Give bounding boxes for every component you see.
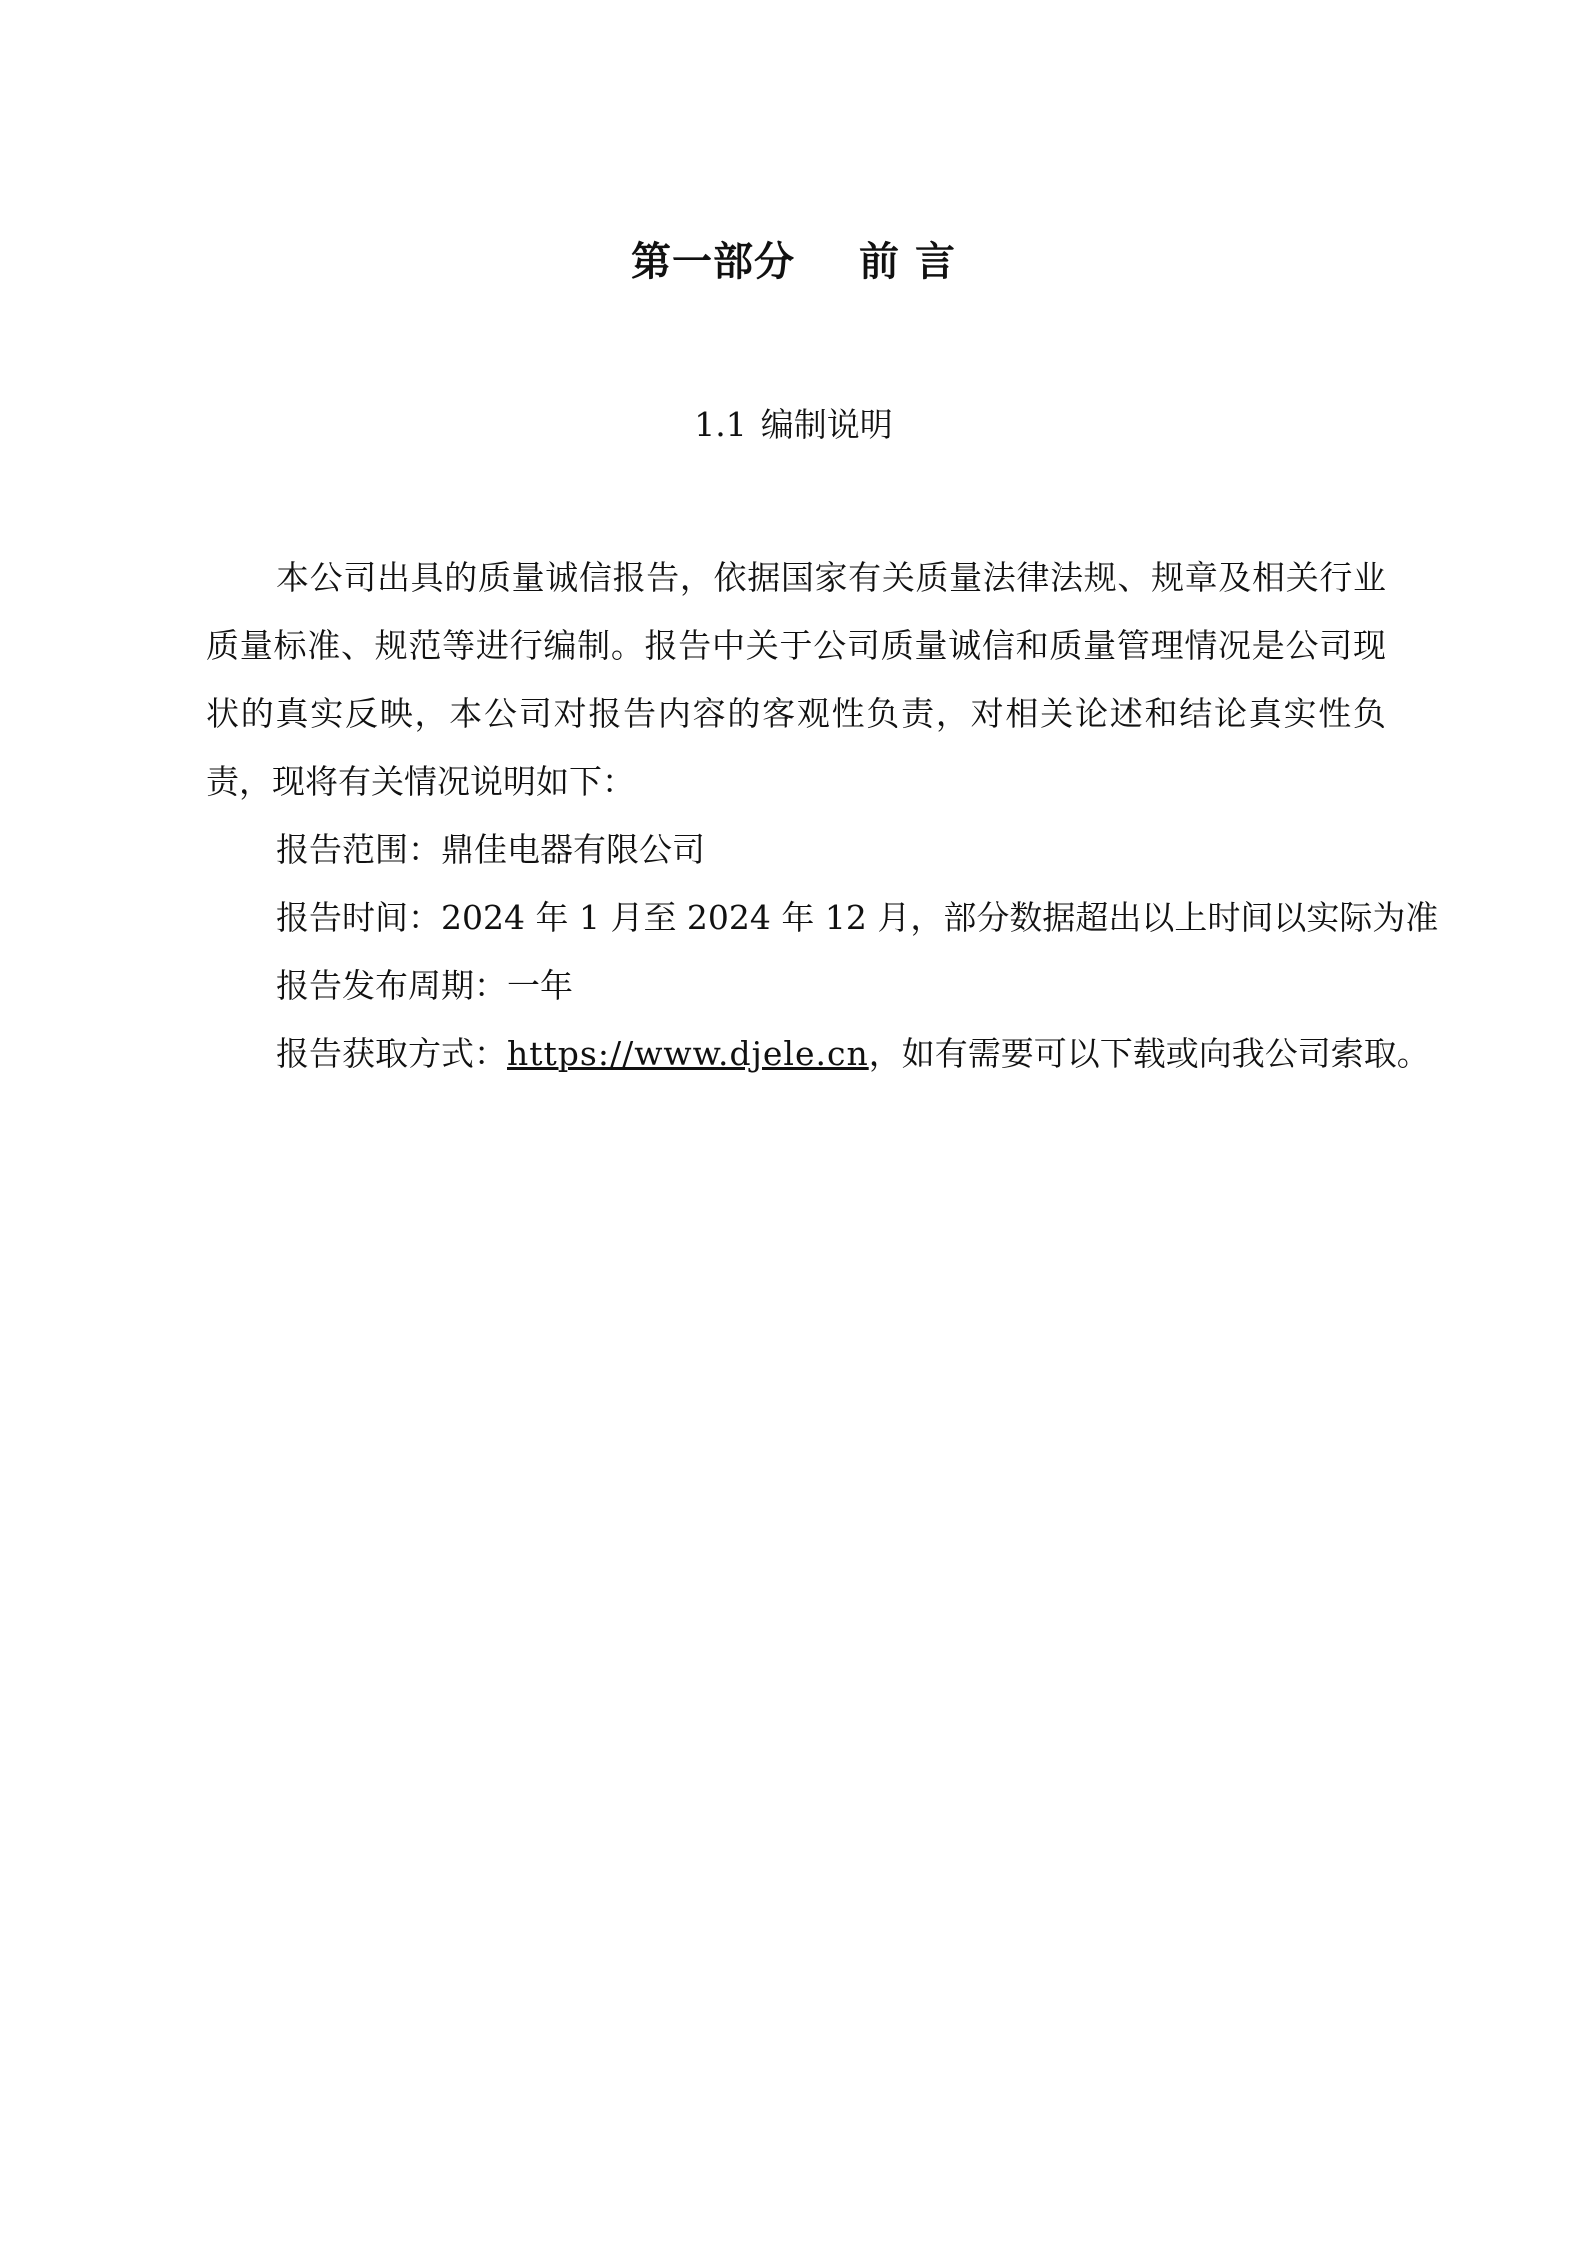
report-scope-label: 报告范围： xyxy=(276,830,441,869)
report-access xyxy=(206,1020,1430,1088)
report-time-label: 报告时间： xyxy=(276,898,441,937)
intro-paragraph: 本公司出具的质量诚信报告，依据国家有关质量法律法规、规章及相关行业质量标准、规范等进行编制。报告中关于公司质量诚信和质量管理情况是公司现状的真实反映，本公司对报告内容的客观性负责，对相关论述和结论真实性负责，现将有关情况说明如下： xyxy=(206,558,1386,801)
part-title-right: 前 言 xyxy=(859,239,956,285)
section-heading: 编制说明 xyxy=(760,405,893,444)
report-scope-value: 鼎佳电器有限公司 xyxy=(441,830,705,869)
report-access-label: 报告获取方式： xyxy=(276,1034,507,1073)
report-cycle-value: 一年 xyxy=(507,966,573,1005)
report-cycle xyxy=(206,952,1386,1020)
report-cycle-label: 报告发布周期： xyxy=(276,966,507,1005)
document-body xyxy=(206,544,1439,1088)
report-access-suffix: ，如有需要可以下载或向我公司索取。 xyxy=(868,1034,1430,1073)
website-link[interactable]: https://www.djele.cn xyxy=(507,1034,869,1073)
report-time xyxy=(206,884,1439,952)
section-title xyxy=(0,400,1587,450)
report-scope xyxy=(206,816,1386,884)
report-time-value: 2024 年 1 月至 2024 年 12 月，部分数据超出以上时间以实际为准 xyxy=(441,898,1439,937)
part-title xyxy=(0,232,1587,292)
part-title-left: 第一部分 xyxy=(631,239,796,285)
section-number: 1.1 xyxy=(694,405,747,444)
